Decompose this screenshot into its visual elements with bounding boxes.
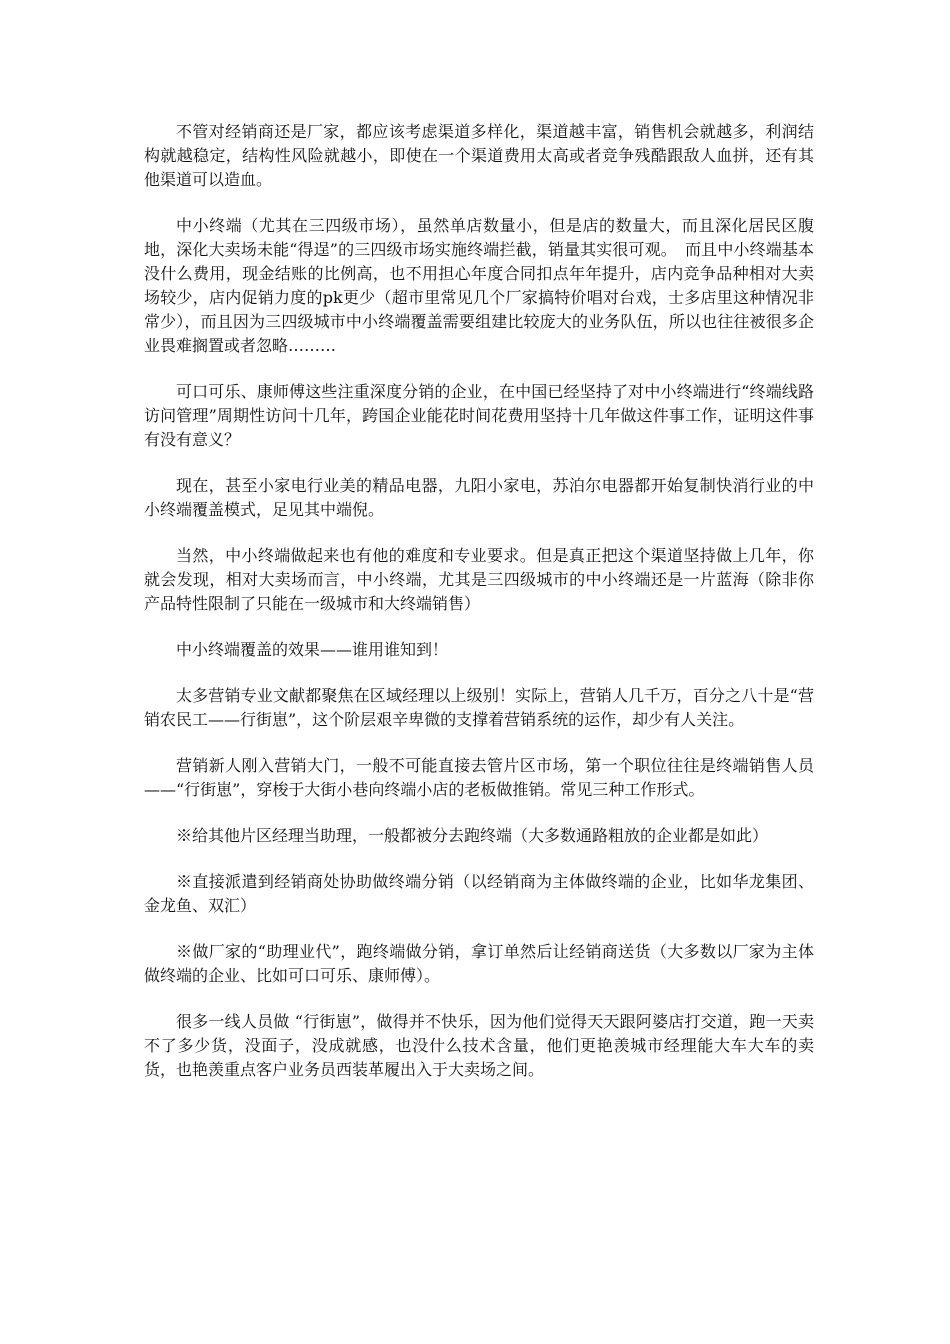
paragraph-coca-cola-example: 可口可乐、康师傅这些注重深度分销的企业，在中国已经坚持了对中小终端进行“终端线路访问管理”周期性访问十几年，跨国企业能花时间花费用坚持十几年做这件事工作，证明这件事有没有意义？ [144, 382, 814, 449]
paragraph-small-terminals: 中小终端（尤其在三四级市场），虽然单店数量小，但是店的数量大，而且深化居民区腹地，深化大卖场未能“得逞”的三四级市场实施终端拦截，销量其实很可观。 而且中小终端基本没什么费用，现金结账的比例高，也不用担心年度合同扣点年年提升，店内竞争品种相对大卖场较少，店内促销力度的pk更少（超市里常见几个厂家搞特价唱对台戏，士多店里这种情况非常少），而且因为三四级城市中小终端覆盖需要组建比较庞大的业务队伍，所以也往往被很多企业畏难搁置或者忽略……… [144, 216, 814, 355]
document-body [144, 120, 814, 1104]
paragraph-form-distributor: ※直接派遣到经销商处协助做终端分销（以经销商为主体做终端的企业，比如华龙集团、金龙鱼、双汇） [144, 872, 814, 915]
paragraph-new-marketers: 营销新人刚入营销大门，一般不可能直接去管片区市场，第一个职位往往是终端销售人员——“行街崽”，穿梭于大街小巷向终端小店的老板做推销。常见三种工作形式。 [144, 756, 814, 799]
paragraph-form-agent: ※做厂家的“助理业代”，跑终端做分销，拿订单然后让经销商送货（大多数以厂家为主体做终端的企业、比如可口可乐、康师傅）。 [144, 942, 814, 985]
paragraph-frontline-staff: 很多一线人员做 “行街崽”，做得并不快乐，因为他们觉得天天跟阿婆店打交道，跑一天卖不了多少货，没面子，没成就感，也没什么技术含量，他们更艳羡城市经理能大车大车的卖货，也艳羡重点客户业务员西装革履出入于大卖场之间。 [144, 1012, 814, 1079]
paragraph-form-assistant: ※给其他片区经理当助理，一般都被分去跑终端（大多数通路粗放的企业都是如此） [176, 826, 769, 845]
paragraph-appliance-industry: 现在，甚至小家电行业美的精品电器，九阳小家电，苏泊尔电器都开始复制快消行业的中小终端覆盖模式，足见其中端倪。 [144, 476, 814, 519]
paragraph-channel-diversification: 不管对经销商还是厂家，都应该考虑渠道多样化，渠道越丰富，销售机会就越多，利润结构就越稳定，结构性风险就越小，即使在一个渠道费用太高或者竞争残酷跟敌人血拼，还有其他渠道可以造血。 [144, 122, 814, 189]
paragraph-coverage-effect: 中小终端覆盖的效果——谁用谁知到！ [176, 640, 449, 659]
paragraph-marketing-workers: 太多营销专业文献都聚焦在区域经理以上级别！实际上，营销人几千万，百分之八十是“营销农民工——行街崽”，这个阶层艰辛卑微的支撑着营销系统的运作，却少有人关注。 [144, 686, 814, 729]
paragraph-blue-ocean: 当然，中小终端做起来也有他的难度和专业要求。但是真正把这个渠道坚持做上几年，你就会发现，相对大卖场而言，中小终端，尤其是三四级城市的中小终端还是一片蓝海（除非你产品特性限制了只能在一级城市和大终端销售） [144, 546, 814, 613]
